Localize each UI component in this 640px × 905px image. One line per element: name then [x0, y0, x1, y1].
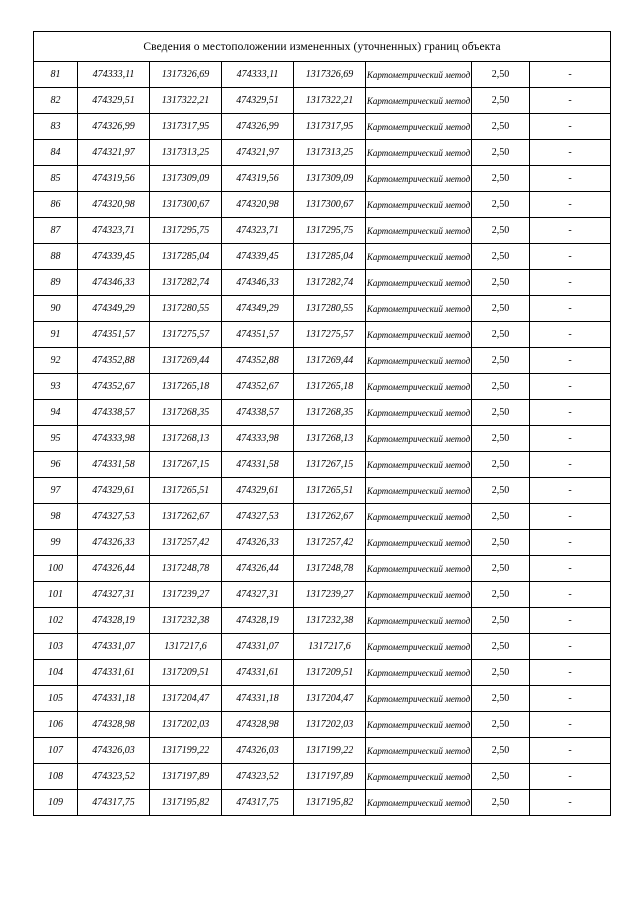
- accuracy-cell: 2,50: [472, 140, 530, 166]
- existing-x-cell: 474331,61: [78, 660, 150, 686]
- point-number-cell: 83: [34, 114, 78, 140]
- existing-y-cell: 1317322,21: [150, 88, 222, 114]
- existing-x-cell: 474317,75: [78, 790, 150, 816]
- method-cell: Картометрический метод: [366, 556, 472, 582]
- new-y-cell: 1317275,57: [294, 322, 366, 348]
- new-y-cell: 1317300,67: [294, 192, 366, 218]
- point-number-cell: 99: [34, 530, 78, 556]
- table-row: [34, 218, 611, 244]
- existing-y-cell: 1317202,03: [150, 712, 222, 738]
- method-cell: Картометрический метод: [366, 374, 472, 400]
- method-cell: Картометрический метод: [366, 400, 472, 426]
- existing-x-cell: 474328,98: [78, 712, 150, 738]
- point-number-cell: 92: [34, 348, 78, 374]
- method-cell: Картометрический метод: [366, 764, 472, 790]
- new-y-cell: 1317268,35: [294, 400, 366, 426]
- new-y-cell: 1317239,27: [294, 582, 366, 608]
- new-y-cell: 1317217,6: [294, 634, 366, 660]
- new-y-cell: 1317199,22: [294, 738, 366, 764]
- new-y-cell: 1317317,95: [294, 114, 366, 140]
- point-number-cell: 103: [34, 634, 78, 660]
- new-x-cell: 474327,31: [222, 582, 294, 608]
- new-x-cell: 474326,44: [222, 556, 294, 582]
- existing-y-cell: 1317232,38: [150, 608, 222, 634]
- point-number-cell: 108: [34, 764, 78, 790]
- accuracy-cell: 2,50: [472, 634, 530, 660]
- description-cell: -: [530, 530, 611, 556]
- point-number-cell: 101: [34, 582, 78, 608]
- existing-y-cell: 1317280,55: [150, 296, 222, 322]
- new-x-cell: 474331,58: [222, 452, 294, 478]
- existing-y-cell: 1317282,74: [150, 270, 222, 296]
- new-y-cell: 1317262,67: [294, 504, 366, 530]
- existing-y-cell: 1317248,78: [150, 556, 222, 582]
- description-cell: -: [530, 504, 611, 530]
- accuracy-cell: 2,50: [472, 322, 530, 348]
- new-x-cell: 474333,98: [222, 426, 294, 452]
- method-cell: Картометрический метод: [366, 244, 472, 270]
- table-header-row: [34, 32, 611, 62]
- method-cell: Картометрический метод: [366, 738, 472, 764]
- existing-y-cell: 1317295,75: [150, 218, 222, 244]
- method-cell: Картометрический метод: [366, 634, 472, 660]
- accuracy-cell: 2,50: [472, 244, 530, 270]
- accuracy-cell: 2,50: [472, 582, 530, 608]
- table-row: [34, 478, 611, 504]
- description-cell: -: [530, 764, 611, 790]
- description-cell: -: [530, 348, 611, 374]
- accuracy-cell: 2,50: [472, 712, 530, 738]
- point-number-cell: 105: [34, 686, 78, 712]
- existing-y-cell: 1317309,09: [150, 166, 222, 192]
- point-number-cell: 95: [34, 426, 78, 452]
- existing-y-cell: 1317204,47: [150, 686, 222, 712]
- description-cell: -: [530, 426, 611, 452]
- description-cell: -: [530, 140, 611, 166]
- new-x-cell: 474319,56: [222, 166, 294, 192]
- point-number-cell: 96: [34, 452, 78, 478]
- table-row: [34, 738, 611, 764]
- accuracy-cell: 2,50: [472, 738, 530, 764]
- new-x-cell: 474338,57: [222, 400, 294, 426]
- table-row: [34, 374, 611, 400]
- accuracy-cell: 2,50: [472, 426, 530, 452]
- accuracy-cell: 2,50: [472, 608, 530, 634]
- table-row: [34, 296, 611, 322]
- point-number-cell: 102: [34, 608, 78, 634]
- table-body: [34, 32, 611, 816]
- table-row: [34, 426, 611, 452]
- point-number-cell: 90: [34, 296, 78, 322]
- existing-x-cell: 474329,61: [78, 478, 150, 504]
- description-cell: -: [530, 556, 611, 582]
- new-x-cell: 474329,61: [222, 478, 294, 504]
- point-number-cell: 94: [34, 400, 78, 426]
- method-cell: Картометрический метод: [366, 218, 472, 244]
- accuracy-cell: 2,50: [472, 556, 530, 582]
- description-cell: -: [530, 660, 611, 686]
- existing-y-cell: 1317209,51: [150, 660, 222, 686]
- point-number-cell: 88: [34, 244, 78, 270]
- existing-x-cell: 474338,57: [78, 400, 150, 426]
- new-x-cell: 474346,33: [222, 270, 294, 296]
- table-row: [34, 270, 611, 296]
- existing-y-cell: 1317317,95: [150, 114, 222, 140]
- existing-x-cell: 474352,88: [78, 348, 150, 374]
- document-page: [33, 31, 610, 816]
- existing-y-cell: 1317285,04: [150, 244, 222, 270]
- table-row: [34, 686, 611, 712]
- method-cell: Картометрический метод: [366, 790, 472, 816]
- method-cell: Картометрический метод: [366, 114, 472, 140]
- new-y-cell: 1317209,51: [294, 660, 366, 686]
- new-x-cell: 474351,57: [222, 322, 294, 348]
- description-cell: -: [530, 166, 611, 192]
- new-y-cell: 1317265,18: [294, 374, 366, 400]
- accuracy-cell: 2,50: [472, 660, 530, 686]
- accuracy-cell: 2,50: [472, 114, 530, 140]
- existing-x-cell: 474333,98: [78, 426, 150, 452]
- new-y-cell: 1317326,69: [294, 62, 366, 88]
- accuracy-cell: 2,50: [472, 790, 530, 816]
- new-x-cell: 474339,45: [222, 244, 294, 270]
- description-cell: -: [530, 270, 611, 296]
- existing-x-cell: 474326,99: [78, 114, 150, 140]
- method-cell: Картометрический метод: [366, 62, 472, 88]
- method-cell: Картометрический метод: [366, 296, 472, 322]
- table-row: [34, 192, 611, 218]
- new-y-cell: 1317248,78: [294, 556, 366, 582]
- table-row: [34, 582, 611, 608]
- description-cell: -: [530, 478, 611, 504]
- new-x-cell: 474327,53: [222, 504, 294, 530]
- table-row: [34, 790, 611, 816]
- new-x-cell: 474321,97: [222, 140, 294, 166]
- accuracy-cell: 2,50: [472, 62, 530, 88]
- method-cell: Картометрический метод: [366, 192, 472, 218]
- accuracy-cell: 2,50: [472, 192, 530, 218]
- table-row: [34, 530, 611, 556]
- coordinates-table: [33, 31, 611, 816]
- existing-y-cell: 1317239,27: [150, 582, 222, 608]
- new-y-cell: 1317197,89: [294, 764, 366, 790]
- new-y-cell: 1317313,25: [294, 140, 366, 166]
- new-y-cell: 1317269,44: [294, 348, 366, 374]
- existing-x-cell: 474331,18: [78, 686, 150, 712]
- new-x-cell: 474329,51: [222, 88, 294, 114]
- existing-y-cell: 1317197,89: [150, 764, 222, 790]
- existing-y-cell: 1317268,13: [150, 426, 222, 452]
- accuracy-cell: 2,50: [472, 296, 530, 322]
- description-cell: -: [530, 582, 611, 608]
- accuracy-cell: 2,50: [472, 348, 530, 374]
- existing-x-cell: 474351,57: [78, 322, 150, 348]
- description-cell: -: [530, 218, 611, 244]
- accuracy-cell: 2,50: [472, 686, 530, 712]
- point-number-cell: 86: [34, 192, 78, 218]
- accuracy-cell: 2,50: [472, 452, 530, 478]
- new-x-cell: 474326,33: [222, 530, 294, 556]
- description-cell: -: [530, 192, 611, 218]
- new-x-cell: 474328,19: [222, 608, 294, 634]
- new-x-cell: 474317,75: [222, 790, 294, 816]
- existing-x-cell: 474333,11: [78, 62, 150, 88]
- table-row: [34, 608, 611, 634]
- accuracy-cell: 2,50: [472, 504, 530, 530]
- new-x-cell: 474323,71: [222, 218, 294, 244]
- table-row: [34, 322, 611, 348]
- method-cell: Картометрический метод: [366, 582, 472, 608]
- existing-x-cell: 474329,51: [78, 88, 150, 114]
- existing-y-cell: 1317257,42: [150, 530, 222, 556]
- table-row: [34, 452, 611, 478]
- description-cell: -: [530, 88, 611, 114]
- method-cell: Картометрический метод: [366, 322, 472, 348]
- existing-y-cell: 1317265,51: [150, 478, 222, 504]
- table-row: [34, 660, 611, 686]
- point-number-cell: 89: [34, 270, 78, 296]
- table-row: [34, 634, 611, 660]
- existing-x-cell: 474326,03: [78, 738, 150, 764]
- point-number-cell: 109: [34, 790, 78, 816]
- new-x-cell: 474331,18: [222, 686, 294, 712]
- existing-y-cell: 1317195,82: [150, 790, 222, 816]
- method-cell: Картометрический метод: [366, 88, 472, 114]
- description-cell: -: [530, 400, 611, 426]
- accuracy-cell: 2,50: [472, 374, 530, 400]
- accuracy-cell: 2,50: [472, 270, 530, 296]
- point-number-cell: 93: [34, 374, 78, 400]
- existing-x-cell: 474326,33: [78, 530, 150, 556]
- accuracy-cell: 2,50: [472, 218, 530, 244]
- existing-y-cell: 1317313,25: [150, 140, 222, 166]
- new-y-cell: 1317232,38: [294, 608, 366, 634]
- point-number-cell: 106: [34, 712, 78, 738]
- table-row: [34, 244, 611, 270]
- existing-x-cell: 474321,97: [78, 140, 150, 166]
- method-cell: Картометрический метод: [366, 452, 472, 478]
- new-y-cell: 1317322,21: [294, 88, 366, 114]
- existing-y-cell: 1317199,22: [150, 738, 222, 764]
- point-number-cell: 81: [34, 62, 78, 88]
- accuracy-cell: 2,50: [472, 88, 530, 114]
- existing-x-cell: 474339,45: [78, 244, 150, 270]
- method-cell: Картометрический метод: [366, 504, 472, 530]
- new-y-cell: 1317195,82: [294, 790, 366, 816]
- new-x-cell: 474323,52: [222, 764, 294, 790]
- existing-y-cell: 1317267,15: [150, 452, 222, 478]
- existing-x-cell: 474346,33: [78, 270, 150, 296]
- accuracy-cell: 2,50: [472, 166, 530, 192]
- method-cell: Картометрический метод: [366, 660, 472, 686]
- new-x-cell: 474328,98: [222, 712, 294, 738]
- existing-x-cell: 474331,58: [78, 452, 150, 478]
- table-row: [34, 400, 611, 426]
- description-cell: -: [530, 634, 611, 660]
- description-cell: -: [530, 296, 611, 322]
- table-row: [34, 166, 611, 192]
- new-y-cell: 1317265,51: [294, 478, 366, 504]
- new-y-cell: 1317280,55: [294, 296, 366, 322]
- method-cell: Картометрический метод: [366, 426, 472, 452]
- description-cell: -: [530, 790, 611, 816]
- new-y-cell: 1317285,04: [294, 244, 366, 270]
- table-row: [34, 140, 611, 166]
- point-number-cell: 107: [34, 738, 78, 764]
- new-y-cell: 1317295,75: [294, 218, 366, 244]
- new-y-cell: 1317257,42: [294, 530, 366, 556]
- existing-y-cell: 1317217,6: [150, 634, 222, 660]
- new-y-cell: 1317309,09: [294, 166, 366, 192]
- new-y-cell: 1317268,13: [294, 426, 366, 452]
- new-x-cell: 474352,67: [222, 374, 294, 400]
- new-y-cell: 1317202,03: [294, 712, 366, 738]
- existing-x-cell: 474327,53: [78, 504, 150, 530]
- point-number-cell: 100: [34, 556, 78, 582]
- method-cell: Картометрический метод: [366, 166, 472, 192]
- accuracy-cell: 2,50: [472, 478, 530, 504]
- existing-y-cell: 1317262,67: [150, 504, 222, 530]
- description-cell: -: [530, 374, 611, 400]
- existing-x-cell: 474323,71: [78, 218, 150, 244]
- description-cell: -: [530, 686, 611, 712]
- existing-y-cell: 1317269,44: [150, 348, 222, 374]
- table-row: [34, 348, 611, 374]
- description-cell: -: [530, 244, 611, 270]
- method-cell: Картометрический метод: [366, 140, 472, 166]
- existing-y-cell: 1317265,18: [150, 374, 222, 400]
- accuracy-cell: 2,50: [472, 764, 530, 790]
- table-row: [34, 114, 611, 140]
- table-title: Сведения о местоположении измененных (уточненных) границ объекта: [34, 32, 611, 62]
- existing-x-cell: 474327,31: [78, 582, 150, 608]
- existing-x-cell: 474349,29: [78, 296, 150, 322]
- new-y-cell: 1317267,15: [294, 452, 366, 478]
- table-row: [34, 556, 611, 582]
- existing-y-cell: 1317275,57: [150, 322, 222, 348]
- point-number-cell: 84: [34, 140, 78, 166]
- point-number-cell: 97: [34, 478, 78, 504]
- existing-y-cell: 1317326,69: [150, 62, 222, 88]
- description-cell: -: [530, 738, 611, 764]
- existing-y-cell: 1317300,67: [150, 192, 222, 218]
- new-x-cell: 474349,29: [222, 296, 294, 322]
- new-x-cell: 474333,11: [222, 62, 294, 88]
- existing-x-cell: 474352,67: [78, 374, 150, 400]
- method-cell: Картометрический метод: [366, 712, 472, 738]
- new-x-cell: 474320,98: [222, 192, 294, 218]
- point-number-cell: 91: [34, 322, 78, 348]
- table-row: [34, 504, 611, 530]
- table-row: [34, 88, 611, 114]
- existing-y-cell: 1317268,35: [150, 400, 222, 426]
- method-cell: Картометрический метод: [366, 348, 472, 374]
- description-cell: -: [530, 452, 611, 478]
- existing-x-cell: 474320,98: [78, 192, 150, 218]
- description-cell: -: [530, 114, 611, 140]
- method-cell: Картометрический метод: [366, 530, 472, 556]
- accuracy-cell: 2,50: [472, 530, 530, 556]
- table-row: [34, 712, 611, 738]
- point-number-cell: 104: [34, 660, 78, 686]
- new-y-cell: 1317204,47: [294, 686, 366, 712]
- existing-x-cell: 474326,44: [78, 556, 150, 582]
- new-x-cell: 474326,03: [222, 738, 294, 764]
- new-x-cell: 474352,88: [222, 348, 294, 374]
- existing-x-cell: 474319,56: [78, 166, 150, 192]
- new-x-cell: 474326,99: [222, 114, 294, 140]
- method-cell: Картометрический метод: [366, 478, 472, 504]
- description-cell: -: [530, 322, 611, 348]
- existing-x-cell: 474328,19: [78, 608, 150, 634]
- point-number-cell: 82: [34, 88, 78, 114]
- point-number-cell: 98: [34, 504, 78, 530]
- method-cell: Картометрический метод: [366, 608, 472, 634]
- description-cell: -: [530, 712, 611, 738]
- point-number-cell: 87: [34, 218, 78, 244]
- method-cell: Картометрический метод: [366, 270, 472, 296]
- point-number-cell: 85: [34, 166, 78, 192]
- method-cell: Картометрический метод: [366, 686, 472, 712]
- description-cell: -: [530, 62, 611, 88]
- existing-x-cell: 474331,07: [78, 634, 150, 660]
- table-row: [34, 62, 611, 88]
- new-x-cell: 474331,07: [222, 634, 294, 660]
- description-cell: -: [530, 608, 611, 634]
- table-row: [34, 764, 611, 790]
- new-x-cell: 474331,61: [222, 660, 294, 686]
- new-y-cell: 1317282,74: [294, 270, 366, 296]
- existing-x-cell: 474323,52: [78, 764, 150, 790]
- accuracy-cell: 2,50: [472, 400, 530, 426]
